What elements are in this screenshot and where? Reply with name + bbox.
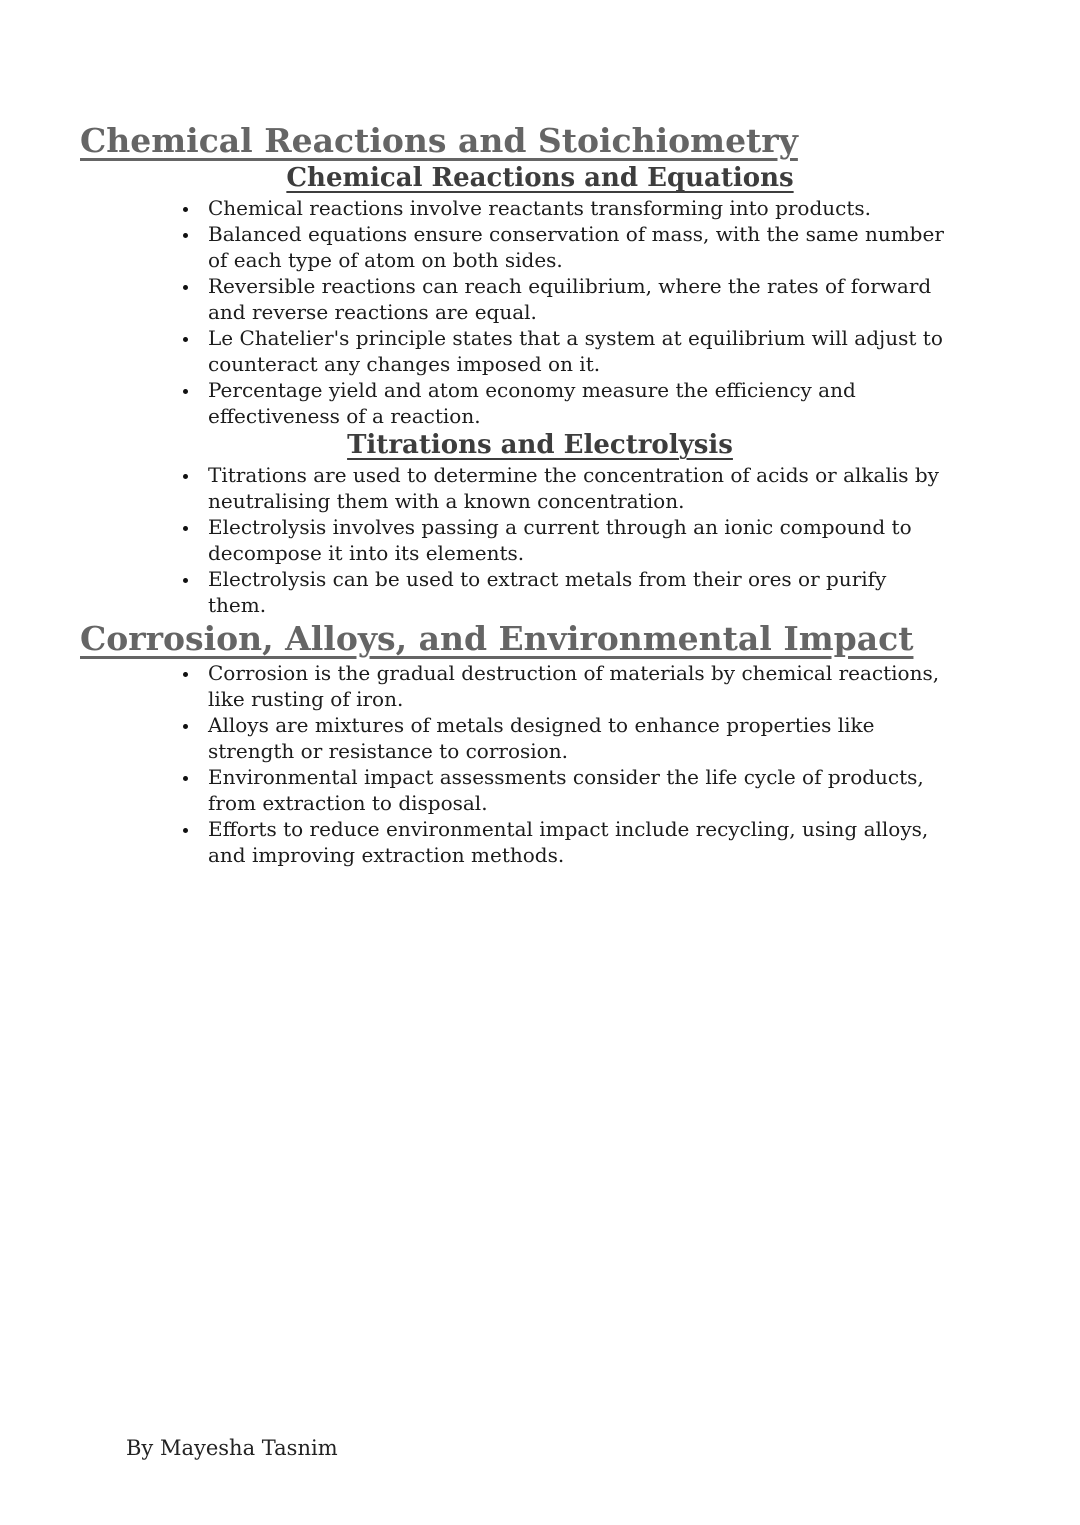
list-item: • Alloys are mixtures of metals designed to enhance properties like strength or resistance to corrosion. — [200, 712, 950, 764]
list-item: • Electrolysis involves passing a current through an ionic compound to decompose it into its elements. — [200, 514, 950, 566]
list-item: • Corrosion is the gradual destruction of materials by chemical reactions, like rusting of iron. — [200, 660, 950, 712]
bullet-list-corrosion-alloys — [0, 660, 950, 868]
section-title-corrosion-alloys-environmental-impact: Corrosion, Alloys, and Environmental Impact — [80, 619, 914, 658]
section-title-chemical-reactions-and-stoichiometry: Chemical Reactions and Stoichiometry — [80, 121, 798, 160]
list-item: • Le Chatelier's principle states that a system at equilibrium will adjust to counteract any changes imposed on it. — [200, 325, 950, 377]
list-item: • Electrolysis can be used to extract metals from their ores or purify them. — [200, 566, 950, 618]
bullet-list-chemical-reactions — [0, 195, 950, 429]
list-item: • Balanced equations ensure conservation of mass, with the same number of each type of atom on both sides. — [200, 221, 950, 273]
list-item: • Titrations are used to determine the concentration of acids or alkalis by neutralising them with a known concentration. — [200, 462, 950, 514]
list-item: • Efforts to reduce environmental impact include recycling, using alloys, and improving extraction methods. — [200, 816, 950, 868]
list-item: • Chemical reactions involve reactants transforming into products. — [200, 195, 950, 221]
author-credit: By Mayesha Tasnim — [126, 1436, 338, 1460]
subsection-title-titrations-and-electrolysis: Titrations and Electrolysis — [347, 430, 733, 460]
list-item: • Reversible reactions can reach equilibrium, where the rates of forward and reverse reactions are equal. — [200, 273, 950, 325]
list-item: • Environmental impact assessments consider the life cycle of products, from extraction to disposal. — [200, 764, 950, 816]
subsection-title-chemical-reactions-and-equations: Chemical Reactions and Equations — [286, 163, 794, 193]
bullet-list-titrations-electrolysis — [0, 462, 950, 618]
list-item: • Percentage yield and atom economy measure the efficiency and effectiveness of a reaction. — [200, 377, 950, 429]
